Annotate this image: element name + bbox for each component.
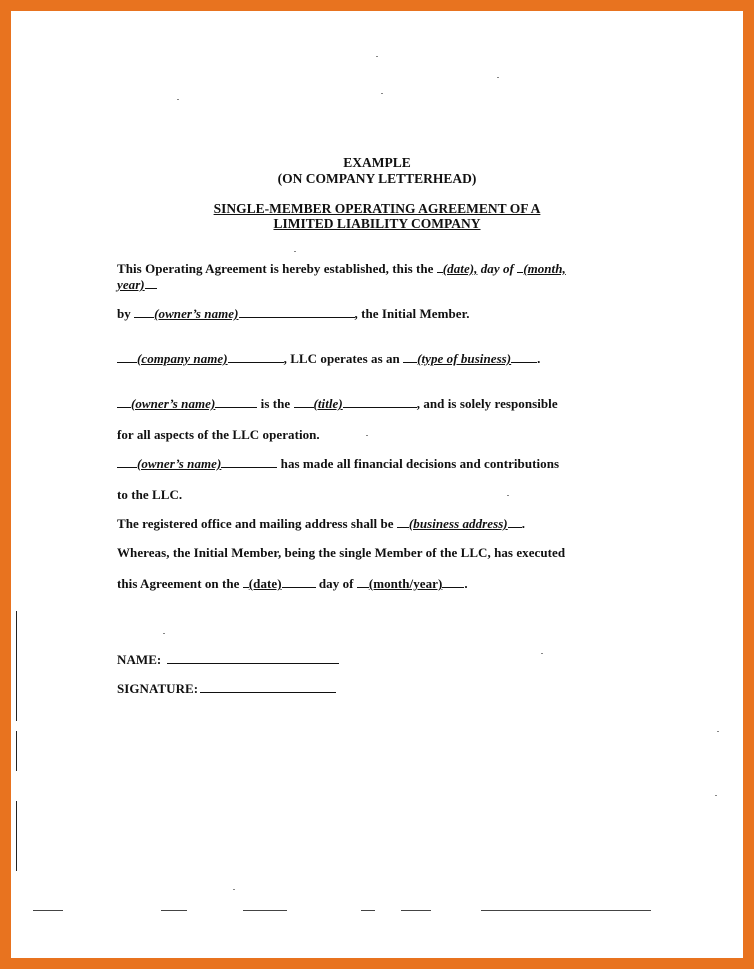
name-line <box>117 652 339 668</box>
scan-speck <box>717 731 719 732</box>
field-type-of-business: (type of business) <box>417 351 512 366</box>
blank <box>442 577 464 588</box>
signature-blank <box>200 682 336 693</box>
blank <box>117 397 131 408</box>
para1-line1 <box>117 261 566 277</box>
field-owner-name: (owner’s name) <box>137 456 222 471</box>
scan-edge-line <box>16 731 17 771</box>
para7-line1: Whereas, the Initial Member, being the single Member of the LLC, has executed <box>117 545 566 560</box>
name-label: NAME: <box>117 652 162 667</box>
field-company-name: (company name) <box>137 351 228 366</box>
blank <box>511 352 537 363</box>
scan-speck <box>507 495 509 496</box>
field-date: (date), <box>442 261 478 276</box>
para7-text-c: . <box>464 576 468 591</box>
field-owner-name: (owner’s name) <box>131 396 216 411</box>
signature-label: SIGNATURE: <box>117 681 199 696</box>
scan-speck <box>715 795 717 796</box>
para2-text-a: by <box>117 306 135 321</box>
scan-speck <box>177 99 179 100</box>
blank <box>134 307 154 318</box>
scan-speck <box>233 889 235 890</box>
field-title: (title) <box>313 396 343 411</box>
blank <box>221 457 277 468</box>
scan-dash <box>161 910 187 911</box>
blank <box>228 352 284 363</box>
blank <box>215 397 257 408</box>
scan-speck <box>163 633 165 634</box>
scan-speck <box>366 435 368 436</box>
para4-text-a: is the <box>257 396 294 411</box>
title-line-2: LIMITED LIABILITY COMPANY <box>273 216 481 231</box>
blank <box>397 517 409 528</box>
field-year: year) <box>117 277 145 292</box>
blank <box>282 577 316 588</box>
para1-text-a: This Operating Agreement is hereby established, this the <box>117 261 437 276</box>
para6-line <box>117 516 525 532</box>
para4-line1 <box>117 396 558 412</box>
para7-text-b: day of <box>315 576 357 591</box>
blank <box>508 517 522 528</box>
heading-letterhead: (ON COMPANY LETTERHEAD) <box>277 171 477 186</box>
para5-line2: to the LLC. <box>117 487 183 502</box>
scan-dash <box>481 910 651 911</box>
blank <box>117 352 137 363</box>
scan-dash <box>361 910 375 911</box>
scan-speck <box>376 56 378 57</box>
signature-line <box>117 681 336 697</box>
para3-text-b: . <box>537 351 541 366</box>
para3-text-a: , LLC operates as an <box>283 351 404 366</box>
blank <box>117 457 137 468</box>
para6-text-a: The registered office and mailing address shall be <box>117 516 397 531</box>
para7-text-a: this Agreement on the <box>117 576 243 591</box>
para5-text-a: has made all financial decisions and contributions <box>277 456 560 471</box>
para5-line1 <box>117 456 559 472</box>
para3-line <box>117 351 540 367</box>
para1-line2 <box>117 277 157 293</box>
field-month-year: (month/year) <box>368 576 443 591</box>
para4-line2: for all aspects of the LLC operation. <box>117 427 320 442</box>
title-line-1: SINGLE-MEMBER OPERATING AGREEMENT OF A <box>213 201 541 216</box>
document-page <box>11 11 743 958</box>
agreement-document <box>11 11 743 958</box>
scan-speck <box>294 251 296 252</box>
scan-speck <box>381 93 383 94</box>
name-blank <box>167 653 339 664</box>
blank <box>343 397 417 408</box>
para6-text-b: . <box>521 516 525 531</box>
para2-text-b: , the Initial Member. <box>354 306 470 321</box>
scan-dash <box>401 910 431 911</box>
blank <box>403 352 417 363</box>
blank <box>145 278 157 289</box>
heading-example: EXAMPLE <box>343 155 411 170</box>
field-month: (month, <box>523 261 566 276</box>
scan-dash <box>243 910 287 911</box>
scan-speck <box>497 77 499 78</box>
para7-line2 <box>117 576 468 592</box>
blank <box>357 577 369 588</box>
para1-text-b: day of <box>477 261 518 276</box>
scan-edge-line <box>16 801 17 871</box>
scan-edge-line <box>16 611 17 721</box>
scan-dash <box>33 910 63 911</box>
para2-line <box>117 306 470 322</box>
field-date: (date) <box>248 576 282 591</box>
blank <box>294 397 314 408</box>
blank <box>239 307 355 318</box>
field-business-address: (business address) <box>408 516 508 531</box>
scan-speck <box>541 653 543 654</box>
para4-text-b: , and is solely responsible <box>416 396 558 411</box>
field-owner-name: (owner’s name) <box>154 306 239 321</box>
